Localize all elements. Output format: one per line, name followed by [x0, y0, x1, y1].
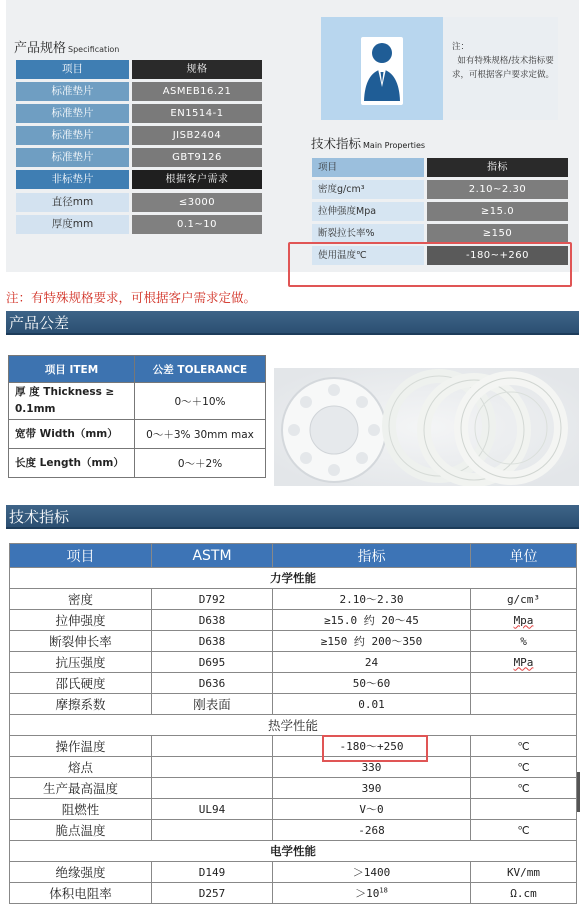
properties-row: 使用温度℃ -180~+260 — [312, 246, 568, 265]
group-label: 热学性能 — [10, 715, 577, 736]
cell-item: 脆点温度 — [10, 820, 152, 841]
cell-unit: KV/mm — [471, 862, 577, 883]
cell-item: 阻燃性 — [10, 799, 152, 820]
table-row — [10, 778, 577, 799]
cell-unit: ℃ — [471, 778, 577, 799]
cell-value: ＞1400 — [273, 862, 471, 883]
spec-row: 厚度mm 0.1~10 — [16, 215, 262, 234]
properties-row: 拉伸强度Mpa ≥15.0 — [312, 202, 568, 221]
highlight-box — [322, 735, 428, 762]
spec-row: 标准垫片 GBT9126 — [16, 148, 262, 167]
tolerance-table — [8, 355, 266, 478]
cell-value: V～0 — [273, 799, 471, 820]
table-row — [10, 673, 577, 694]
table-header: 公差 TOLERANCE — [135, 356, 266, 383]
group-row — [10, 715, 577, 736]
cell-unit: Mpa — [471, 610, 577, 631]
cell-unit — [471, 799, 577, 820]
table-row — [10, 883, 577, 904]
table-row — [10, 799, 577, 820]
cell-value: ≥15.0 约 20～45 — [273, 610, 471, 631]
gasket-product-image — [274, 368, 579, 486]
cell-item: 绝缘强度 — [10, 862, 152, 883]
cell-value: 2.10～2.30 — [273, 589, 471, 610]
cell-unit: ℃ — [471, 736, 577, 757]
cell-astm — [152, 736, 273, 757]
cell-astm: D257 — [152, 883, 273, 904]
spec-title: 产品规格 Specification — [14, 41, 120, 56]
cell-astm — [152, 820, 273, 841]
table-row — [10, 820, 577, 841]
custom-order-note: 注：有特殊规格要求，可根据客户需求定做。 — [6, 290, 257, 305]
group-label: 电学性能 — [10, 841, 577, 862]
cell-unit: % — [471, 631, 577, 652]
tolerance-section-header: 产品公差 — [6, 311, 579, 335]
highlight-box — [288, 242, 572, 287]
cell-item: 生产最高温度 — [10, 778, 152, 799]
cell-astm: D638 — [152, 631, 273, 652]
cell-value: 24 — [273, 652, 471, 673]
properties-header-row: 项目 指标 — [312, 158, 568, 177]
cell-item: 熔点 — [10, 757, 152, 778]
tolerance-value: 0～＋3% 30mm max — [135, 420, 266, 449]
cell-value: 390 — [273, 778, 471, 799]
cell-unit: ℃ — [471, 757, 577, 778]
table-header: 指标 — [273, 544, 471, 568]
avatar — [321, 17, 443, 120]
cell-unit — [471, 694, 577, 715]
cell-astm: D695 — [152, 652, 273, 673]
cell-unit: Ω.cm — [471, 883, 577, 904]
cell-item: 操作温度 — [10, 736, 152, 757]
cell-item: 邵氏硬度 — [10, 673, 152, 694]
table-row — [10, 862, 577, 883]
tech-section-header: 技术指标 — [6, 505, 579, 529]
cell-item: 密度 — [10, 589, 152, 610]
table-header: 项目 ITEM — [9, 356, 135, 383]
flat-gasket-icon — [282, 378, 386, 482]
spec-header-row: 项目 规格 — [16, 60, 262, 79]
cell-astm: D792 — [152, 589, 273, 610]
cell-unit: MPa — [471, 652, 577, 673]
cell-astm — [152, 778, 273, 799]
cell-item: 拉伸强度 — [10, 610, 152, 631]
tech-table — [9, 543, 577, 904]
table-row — [10, 631, 577, 652]
table-row — [10, 694, 577, 715]
table-row — [10, 610, 577, 631]
spec-row: 非标垫片 根据客户需求 — [16, 170, 262, 189]
cell-unit — [471, 673, 577, 694]
cell-unit: g/cm³ — [471, 589, 577, 610]
table-row — [10, 736, 577, 757]
table-header: ASTM — [152, 544, 273, 568]
tolerance-value: 0～＋2% — [135, 449, 266, 478]
cell-item: 体积电阻率 — [10, 883, 152, 904]
table-row — [10, 757, 577, 778]
cell-item: 抗压强度 — [10, 652, 152, 673]
cell-astm: D638 — [152, 610, 273, 631]
spec-row: 直径mm ≤3000 — [16, 193, 262, 212]
spec-row: 标准垫片 EN1514-1 — [16, 104, 262, 123]
cell-astm: D636 — [152, 673, 273, 694]
group-row — [10, 841, 577, 862]
table-row — [9, 383, 266, 420]
spec-row: 标准垫片 JISB2404 — [16, 126, 262, 145]
table-header: 项目 — [10, 544, 152, 568]
note-text: 注： 如有特殊规格/技术指标要求，可根据客户要求定做。 — [452, 42, 555, 80]
table-header: 单位 — [471, 544, 577, 568]
cell-value: 50～60 — [273, 673, 471, 694]
cell-astm — [152, 757, 273, 778]
table-row — [10, 652, 577, 673]
cell-value: 0.01 — [273, 694, 471, 715]
cell-item: 断裂伸长率 — [10, 631, 152, 652]
tolerance-value: 0～＋10% — [135, 383, 266, 420]
cell-astm: UL94 — [152, 799, 273, 820]
spec-row: 标准垫片 ASMEB16.21 — [16, 82, 262, 101]
cell-unit: ℃ — [471, 820, 577, 841]
table-row — [10, 589, 577, 610]
cell-value: 330 — [273, 757, 471, 778]
cell-value: -180～+250 — [273, 736, 471, 757]
properties-row: 密度g/cm³ 2.10~2.30 — [312, 180, 568, 199]
cell-value: -268 — [273, 820, 471, 841]
person-icon — [321, 17, 443, 120]
main-properties-title: 技术指标 Main Properties — [311, 136, 426, 151]
properties-row: 断裂拉长率% ≥150 — [312, 224, 568, 243]
tolerance-item: 厚 度 Thickness ≥ 0.1mm — [9, 383, 135, 420]
cell-item: 摩擦系数 — [10, 694, 152, 715]
group-label: 力学性能 — [10, 568, 577, 589]
table-row — [9, 420, 266, 449]
cell-value: $>10^{18}$ — [273, 883, 471, 904]
scrollbar[interactable] — [577, 772, 580, 812]
tolerance-item: 长度 Length（mm） — [9, 449, 135, 478]
cell-astm: 刚表面 — [152, 694, 273, 715]
table-row — [9, 449, 266, 478]
cell-astm: D149 — [152, 862, 273, 883]
cell-value: ≥150 约 200～350 — [273, 631, 471, 652]
tolerance-item: 宽带 Width（mm） — [9, 420, 135, 449]
group-row — [10, 568, 577, 589]
